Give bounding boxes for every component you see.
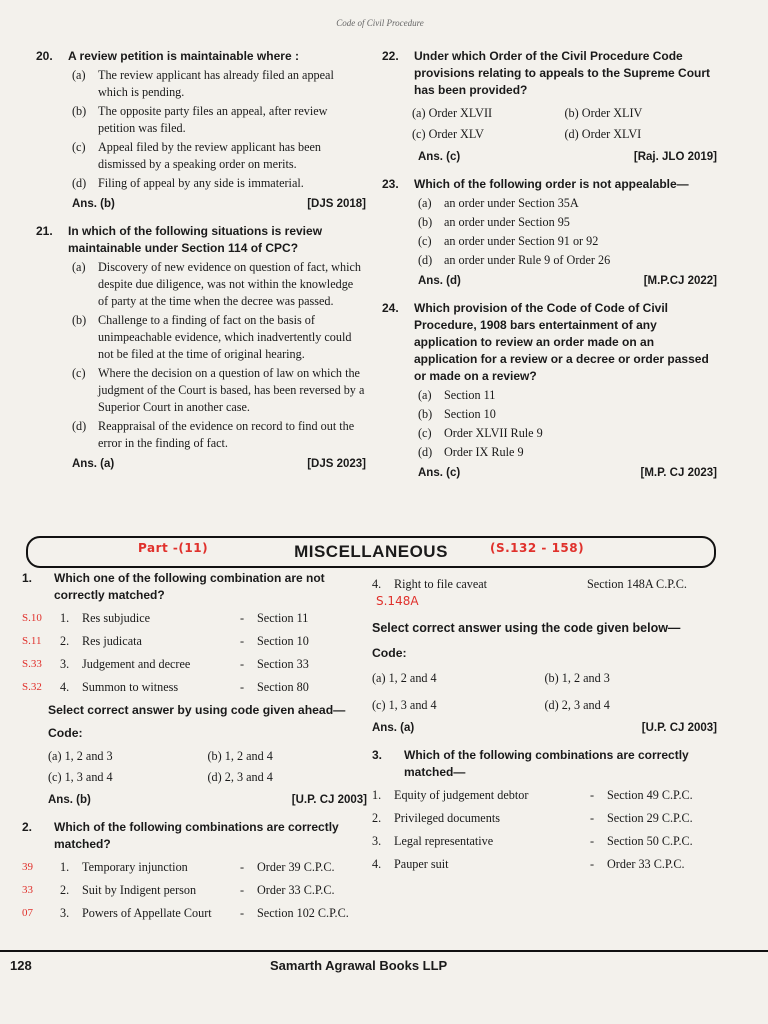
option-text: Filing of appeal by any side is immaterial.: [98, 176, 304, 190]
option-key: (a): [372, 671, 389, 685]
option-text: 1, 3 and 4: [388, 698, 437, 712]
option-key: (d): [207, 770, 225, 784]
pair-number: 4.: [372, 857, 382, 871]
option-key: (c): [72, 140, 86, 154]
option-key: (d): [72, 419, 87, 433]
left-column: [36, 48, 366, 483]
answer-option: [382, 406, 717, 423]
pair-number: 4.: [372, 577, 382, 591]
code-label: Code:: [48, 726, 83, 740]
source: [U.P. CJ 2003]: [291, 794, 367, 806]
handwritten-margin-note: S.33: [22, 658, 42, 670]
question-2-head: [22, 819, 367, 853]
pair-left: Legal representative: [394, 834, 494, 848]
code-options: [372, 670, 717, 714]
option-text: Order XLVI: [581, 127, 642, 141]
pair-right: Section 10: [257, 634, 309, 648]
match-pair: [22, 679, 367, 696]
option-text: an order under Section 91 or 92: [444, 234, 599, 248]
question-text: Which of the following combinations are correctly matched—: [404, 748, 689, 779]
question-head: [382, 300, 717, 385]
option-key: (c): [418, 234, 432, 248]
option-key: (a): [412, 106, 429, 120]
question-number: 1.: [22, 571, 33, 585]
pair-dash: -: [239, 680, 245, 694]
publisher-name: Samarth Agrawal Books LLP: [270, 958, 448, 973]
handwritten-part-note: Part -(11): [138, 541, 209, 555]
code-option: [372, 697, 545, 714]
pair-number: 1.: [60, 611, 70, 625]
source: [M.P. CJ 2023]: [640, 467, 717, 479]
option-text: The opposite party files an appeal, after review petition was filed.: [98, 104, 328, 135]
answer-row: [36, 196, 366, 213]
answer-option: [382, 195, 717, 212]
option-text: Where the decision on a question of law on which the judgment of the Court is based, has been reversed by a Superior Court in another case.: [98, 366, 365, 414]
pair-right: Order 39 C.P.C.: [257, 860, 335, 874]
answer-row: [36, 456, 366, 473]
section-title: MISCELLANEOUS: [294, 542, 448, 561]
question-head: [36, 48, 366, 65]
right-column: [382, 48, 717, 492]
answer-option: [36, 259, 366, 310]
question-text: Under which Order of the Civil Procedure Code provisions relating to appeals to the Supreme Court has been provided?: [414, 49, 711, 97]
option-key: (a): [48, 749, 65, 763]
option-text: 2, 3 and 4: [561, 698, 610, 712]
pair-dash: -: [589, 788, 595, 802]
answer-option: [382, 233, 717, 250]
match-pair: [22, 656, 367, 673]
answer: Ans. (b): [48, 794, 91, 806]
option-text: 1, 2 and 3: [561, 671, 610, 685]
handwritten-margin-note: S.32: [22, 681, 42, 693]
source: [M.P.CJ 2022]: [643, 275, 717, 287]
match-pair: [22, 859, 367, 876]
answer-row: [372, 720, 717, 737]
option-key: (b): [72, 104, 87, 118]
option-text: 1, 2 and 4: [388, 671, 437, 685]
option-key: (a): [72, 260, 86, 274]
option-grid: [382, 105, 717, 143]
option-text: Order XLVII Rule 9: [444, 426, 543, 440]
misc-left-column: [22, 570, 367, 928]
answer-row: [382, 149, 717, 166]
pair-right: Section 49 C.P.C.: [607, 788, 693, 802]
option-text: Discovery of new evidence on question of fact, which despite due diligence, was not within the knowledge of party at the time when the decree was passed.: [98, 260, 361, 308]
running-head: Code of Civil Procedure: [336, 18, 424, 28]
answer-row: [382, 465, 717, 482]
instruction: Select correct answer using the code given below—: [372, 621, 681, 635]
page-number: 128: [10, 958, 32, 973]
match-pair: [22, 633, 367, 650]
pair-left: Right to file caveat: [394, 577, 488, 591]
pair-right: Section 80: [257, 680, 309, 694]
pair-dash: -: [239, 634, 245, 648]
match-pair: [372, 856, 717, 873]
source: [Raj. JLO 2019]: [633, 151, 717, 163]
source: [U.P. CJ 2003]: [641, 722, 717, 734]
pair-left: Suit by Indigent person: [82, 883, 197, 897]
pair-dash: -: [239, 883, 245, 897]
option-key: (b): [564, 106, 582, 120]
pair-left: Judgement and decree: [82, 657, 191, 671]
pair-dash: -: [239, 611, 245, 625]
code-option: [208, 769, 368, 786]
source: [DJS 2023]: [307, 458, 366, 470]
option-text: Section 10: [444, 407, 496, 421]
option-key: (d): [418, 445, 433, 459]
pair-left: Res judicata: [82, 634, 142, 648]
code-option: [48, 748, 208, 765]
question-block: [382, 48, 717, 166]
answer-option: [36, 175, 366, 192]
handwritten-margin-note: 07: [22, 907, 33, 919]
option-key: (d): [564, 127, 582, 141]
option-key: (a): [418, 196, 432, 210]
handwritten-margin-note: S.10: [22, 612, 42, 624]
option-text: an order under Rule 9 of Order 26: [444, 253, 611, 267]
page-footer: [0, 950, 768, 982]
pair-number: 2.: [372, 811, 382, 825]
option-key: (d): [418, 253, 433, 267]
code-options: [22, 748, 367, 786]
option-key: (c): [418, 426, 432, 440]
pair-left: Res subjudice: [82, 611, 151, 625]
option-text: an order under Section 35A: [444, 196, 579, 210]
question-text: Which one of the following combination are not correctly matched?: [54, 571, 325, 602]
option-key: (b): [72, 313, 87, 327]
answer-option: [36, 365, 366, 416]
match-pair: [22, 882, 367, 899]
match-pair: [372, 787, 717, 804]
answer-row: [22, 792, 367, 809]
option-text: Order XLIV: [581, 106, 643, 120]
option-key: (b): [544, 671, 562, 685]
answer-option: [36, 418, 366, 452]
answer-option: [565, 105, 718, 122]
match-pair: [22, 610, 367, 627]
code-label: Code:: [372, 646, 407, 660]
option-key: (d): [72, 176, 87, 190]
pair-number: 1.: [60, 860, 70, 874]
option-key: (c): [48, 770, 65, 784]
match-pairs: [372, 787, 717, 873]
pair-right: Section 29 C.P.C.: [607, 811, 693, 825]
pair-number: 4.: [60, 680, 70, 694]
question-number: 23.: [382, 177, 399, 191]
pair-right: Order 33 C.P.C.: [607, 857, 685, 871]
pair-right: Section 11: [257, 611, 309, 625]
question-text: Which of the following order is not appealable—: [414, 177, 689, 191]
answer-option: [382, 252, 717, 269]
answer: Ans. (b): [72, 198, 115, 210]
answer: Ans. (c): [418, 151, 461, 163]
question-number: 20.: [36, 49, 53, 63]
option-text: Order IX Rule 9: [444, 445, 524, 459]
option-text: Order XLV: [428, 127, 484, 141]
option-text: Order XLVII: [428, 106, 493, 120]
match-pair: [372, 833, 717, 850]
match-pairs: [22, 859, 367, 922]
match-pair: [22, 905, 367, 922]
pair-number: 2.: [60, 883, 70, 897]
option-text: 1, 2 and 3: [64, 749, 113, 763]
question-head: [382, 176, 717, 193]
answer-option: [382, 444, 717, 461]
match-pair: [372, 576, 717, 593]
option-text: Challenge to a finding of fact on the basis of unimpeachable evidence, which inadvertently could not be filed at the time of original hearing.: [98, 313, 352, 361]
pair-dash: -: [239, 657, 245, 671]
pair-number: 3.: [60, 906, 70, 920]
pair-dash: -: [589, 857, 595, 871]
misc-right-column: [372, 570, 717, 879]
question-number: 22.: [382, 49, 399, 63]
answer: Ans. (a): [372, 722, 415, 734]
pair-dash: -: [589, 811, 595, 825]
answer-option: [36, 139, 366, 173]
code-option: [545, 697, 718, 714]
handwritten-margin-note: 33: [22, 884, 33, 896]
pair-right: Order 33 C.P.C.: [257, 883, 335, 897]
option-text: 2, 3 and 4: [224, 770, 273, 784]
pair-number: 2.: [60, 634, 70, 648]
match-pair: [372, 810, 717, 827]
answer-option: [382, 425, 717, 442]
option-key: (b): [418, 215, 433, 229]
answer-option: [382, 214, 717, 231]
option-text: 1, 3 and 4: [64, 770, 113, 784]
question-block: [382, 176, 717, 290]
option-key: (a): [72, 68, 86, 82]
option-text: an order under Section 95: [444, 215, 570, 229]
answer: Ans. (a): [72, 458, 115, 470]
option-key: (b): [418, 407, 433, 421]
handwritten-section-range: (S.132 - 158): [490, 541, 585, 555]
answer-row: [382, 273, 717, 290]
question-number: 24.: [382, 301, 399, 315]
pair-number: 3.: [372, 834, 382, 848]
option-key: (c): [412, 127, 429, 141]
question-number: 2.: [22, 820, 33, 834]
code-option: [545, 670, 718, 687]
pair-right: Section 50 C.P.C.: [607, 834, 693, 848]
pair-left: Powers of Appellate Court: [82, 906, 212, 920]
question-number: 3.: [372, 748, 383, 762]
question-block: [36, 48, 366, 213]
question-head: [382, 48, 717, 99]
option-text: Section 11: [444, 388, 496, 402]
answer-option: [412, 126, 565, 143]
code-option: [48, 769, 208, 786]
answer-option: [412, 105, 565, 122]
option-text: Appeal filed by the review applicant has been dismissed by a speaking order on merits.: [98, 140, 322, 171]
answer-option: [36, 67, 366, 101]
question-text: Which of the following combinations are correctly matched?: [54, 820, 339, 851]
option-text: 1, 2 and 4: [224, 749, 273, 763]
option-text: The review applicant has already filed an appeal which is pending.: [98, 68, 334, 99]
pair-left: Temporary injunction: [82, 860, 188, 874]
code-option: [372, 670, 545, 687]
pair-left: Summon to witness: [82, 680, 179, 694]
option-key: (d): [544, 698, 562, 712]
answer-option: [36, 103, 366, 137]
option-text: Reappraisal of the evidence on record to find out the error in the finding of fact.: [98, 419, 355, 450]
answer-option: [36, 312, 366, 363]
answer: Ans. (d): [418, 275, 461, 287]
handwritten-note: S.148A: [376, 594, 419, 608]
question-1-head: [22, 570, 367, 604]
pair-left: Privileged documents: [394, 811, 500, 825]
pair-left: Pauper suit: [394, 857, 449, 871]
option-key: (b): [207, 749, 225, 763]
code-option: [208, 748, 368, 765]
pair-right: Section 33: [257, 657, 309, 671]
option-key: (c): [372, 698, 389, 712]
question-text: Which provision of the Code of Code of Civil Procedure, 1908 bars entertainment of any application to review an order made on an application for a review or a decree or order passed or made on a review?: [414, 301, 709, 383]
pair-number: 3.: [60, 657, 70, 671]
instruction: Select correct answer by using code given ahead—: [48, 703, 346, 717]
answer-option: [382, 387, 717, 404]
pair-dash: -: [239, 860, 245, 874]
option-key: (c): [72, 366, 86, 380]
pair-number: 1.: [372, 788, 382, 802]
pair-left: Equity of judgement debtor: [394, 788, 529, 802]
option-key: (a): [418, 388, 432, 402]
pair-right: Section 102 C.P.C.: [257, 906, 349, 920]
question-3-head: [372, 747, 717, 781]
question-head: [36, 223, 366, 257]
answer: Ans. (c): [418, 467, 461, 479]
source: [DJS 2018]: [307, 198, 366, 210]
pair-dash: -: [589, 834, 595, 848]
question-text: In which of the following situations is review maintainable under Section 114 of CPC?: [68, 224, 323, 255]
question-number: 21.: [36, 224, 53, 238]
pair-dash: -: [239, 906, 245, 920]
question-text: A review petition is maintainable where :: [68, 49, 299, 63]
match-pairs: [22, 610, 367, 696]
question-block: [382, 300, 717, 482]
pair-right: Section 148A C.P.C.: [587, 577, 687, 591]
answer-option: [565, 126, 718, 143]
handwritten-margin-note: S.11: [22, 635, 42, 647]
question-block: [36, 223, 366, 473]
handwritten-margin-note: 39: [22, 861, 33, 873]
section-banner: [26, 536, 716, 568]
